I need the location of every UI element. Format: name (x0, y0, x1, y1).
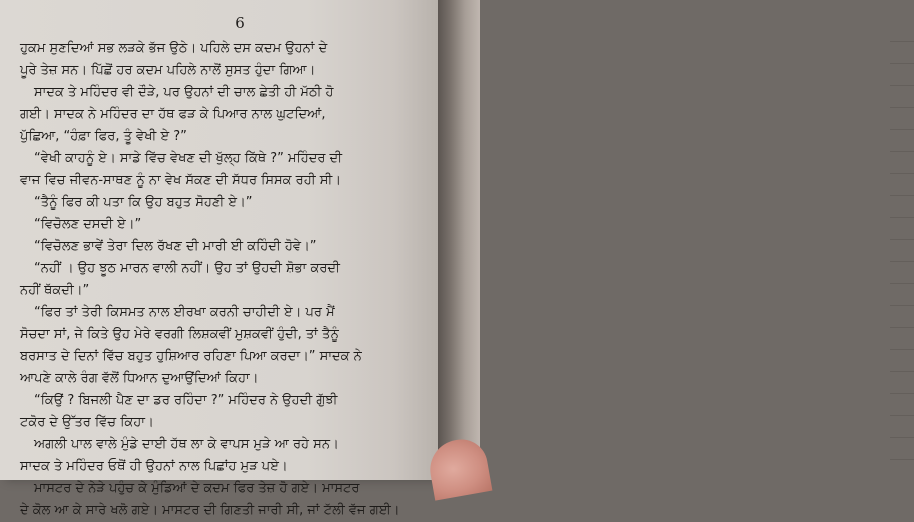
text-line: “ਤੈਨੂੰ ਫਿਰ ਕੀ ਪਤਾ ਕਿ ਉਹ ਬਹੁਤ ਸੋਹਣੀ ਏ।” (34, 195, 253, 210)
text-line: “ਨਹੀਂ । ਉਹ ਝੂਠ ਮਾਰਨ ਵਾਲੀ ਨਹੀਂ। ਉਹ ਤਾਂ ਉਹਦੀ ਸ਼ੋਭਾ ਕਰਦੀ (34, 261, 340, 276)
text-line: “ਫਿਰ ਤਾਂ ਤੇਰੀ ਕਿਸਮਤ ਨਾਲ ਈਰਖਾ ਕਰਨੀ ਚਾਹੀਦੀ ਏ। ਪਰ ਮੈਂ (34, 305, 335, 320)
text-line: ਆਪਣੇ ਕਾਲੇ ਰੰਗ ਵੱਲੋਂ ਧਿਆਨ ਦੁਆਉਂਦਿਆਂ ਕਿਹਾ। (20, 371, 259, 386)
text-line: ਸਾਦਕ ਤੇ ਮਹਿੰਦਰ ਵੀ ਦੌੜੇ, ਪਰ ਉਹਨਾਂ ਦੀ ਚਾਲ ਛੇਤੀ ਹੀ ਮੱਠੀ ਹੋ (34, 85, 334, 100)
text-line: ਮਾਸਟਰ ਦੇ ਨੇੜੇ ਪਹੁੰਚ ਕੇ ਮੁੰਡਿਆਂ ਦੇ ਕਦਮ ਫਿਰ ਤੇਜ਼ ਹੋ ਗਏ। ਮਾਸਟਰ (34, 481, 360, 496)
text-line: ਵਾਜ ਵਿਚ ਜੀਵਨ-ਸਾਥਣ ਨੂੰ ਨਾ ਵੇਖ ਸੱਕਣ ਦੀ ਸੱਧਰ ਸਿਸਕ ਰਹੀ ਸੀ। (20, 173, 342, 188)
text-line: ਨਹੀਂ ਥੱਕਦੀ।” (20, 283, 90, 298)
text-line: ਸਾਦਕ ਤੇ ਮਹਿੰਦਰ ਓਥੋਂ ਹੀ ਉਹਨਾਂ ਨਾਲ ਪਿਛਾਂਹ ਮੁੜ ਪਏ। (20, 459, 288, 474)
text-line: ਅਗਲੀ ਪਾਲ ਵਾਲੇ ਮੁੰਡੇ ਦਾਈ ਹੱਥ ਲਾ ਕੇ ਵਾਪਸ ਮੁੜੇ ਆ ਰਹੇ ਸਨ। (34, 437, 339, 452)
text-line: ਟਕੋਰ ਦੇ ਉੱਤਰ ਵਿੱਚ ਕਿਹਾ। (20, 415, 154, 430)
text-line: “ਕਿਉਂ ? ਬਿਜਲੀ ਪੈਣ ਦਾ ਡਰ ਰਹਿੰਦਾ ?” ਮਹਿੰਦਰ ਨੇ ਉਹਦੀ ਗੁੱਝੀ (34, 393, 338, 408)
body-text (20, 38, 430, 522)
text-line: ਪੂਰੇ ਤੇਜ਼ ਸਨ। ਪਿੱਛੋਂ ਹਰ ਕਦਮ ਪਹਿਲੇ ਨਾਲੋਂ ਸੁਸਤ ਹੁੰਦਾ ਗਿਆ। (20, 63, 316, 78)
blurred-page-text (890, 40, 914, 460)
text-line: ਗਈ। ਸਾਦਕ ਨੇ ਮਹਿੰਦਰ ਦਾ ਹੱਥ ਫੜ ਕੇ ਪਿਆਰ ਨਾਲ ਘੁਟਦਿਆਂ, (20, 107, 326, 122)
book-page (0, 0, 438, 518)
text-line: “ਵੇਖੀ ਕਾਹਨੂੰ ਏ। ਸਾਡੇ ਵਿੱਚ ਵੇਖਣ ਦੀ ਖੁੱਲ੍ਹ ਕਿੱਥੇ ?” ਮਹਿੰਦਰ ਦੀ (34, 151, 343, 166)
text-line: ਦੇ ਕੋਲ ਆ ਕੇ ਸਾਰੇ ਖਲੋ ਗਏ। ਮਾਸਟਰ ਦੀ ਗਿਣਤੀ ਜਾਰੀ ਸੀ, ਜਾਂ ਟੱਲੀ ਵੱਜ ਗਈ। (20, 503, 400, 518)
text-line: “ਵਿਚੋਲਣ ਦਸਦੀ ਏ।” (34, 217, 142, 232)
next-page-edge (438, 0, 480, 480)
text-line: ਹੁਕਮ ਸੁਣਦਿਆਂ ਸਭ ਲੜਕੇ ਭੱਜ ਉਠੇ। ਪਹਿਲੇ ਦਸ ਕਦਮ ਉਹਨਾਂ ਦੇ (20, 41, 328, 56)
page-number: 6 (235, 14, 245, 32)
text-line: ਬਰਸਾਤ ਦੇ ਦਿਨਾਂ ਵਿੱਚ ਬਹੁਤ ਹੁਸ਼ਿਆਰ ਰਹਿਣਾ ਪਿਆ ਕਰਦਾ।” ਸਾਦਕ ਨੇ (20, 349, 362, 364)
text-line: “ਵਿਚੋਲਣ ਭਾਵੇਂ ਤੇਰਾ ਦਿਲ ਰੱਖਣ ਦੀ ਮਾਰੀ ਈ ਕਹਿੰਦੀ ਹੋਵੇ।” (34, 239, 317, 254)
text-line: ਪੁੱਛਿਆ, “ਹੰਫ਼ਾ ਫਿਰ, ਤੂੰ ਵੇਖੀ ਏ ?” (20, 129, 187, 144)
text-line: ਸੋਚਦਾ ਸਾਂ, ਜੇ ਕਿਤੇ ਉਹ ਮੇਰੇ ਵਰਗੀ ਲਿਸ਼ਕਵੀਂ ਮੁਸ਼ਕਵੀਂ ਹੁੰਦੀ, ਤਾਂ ਤੈਨੂੰ (20, 327, 339, 342)
